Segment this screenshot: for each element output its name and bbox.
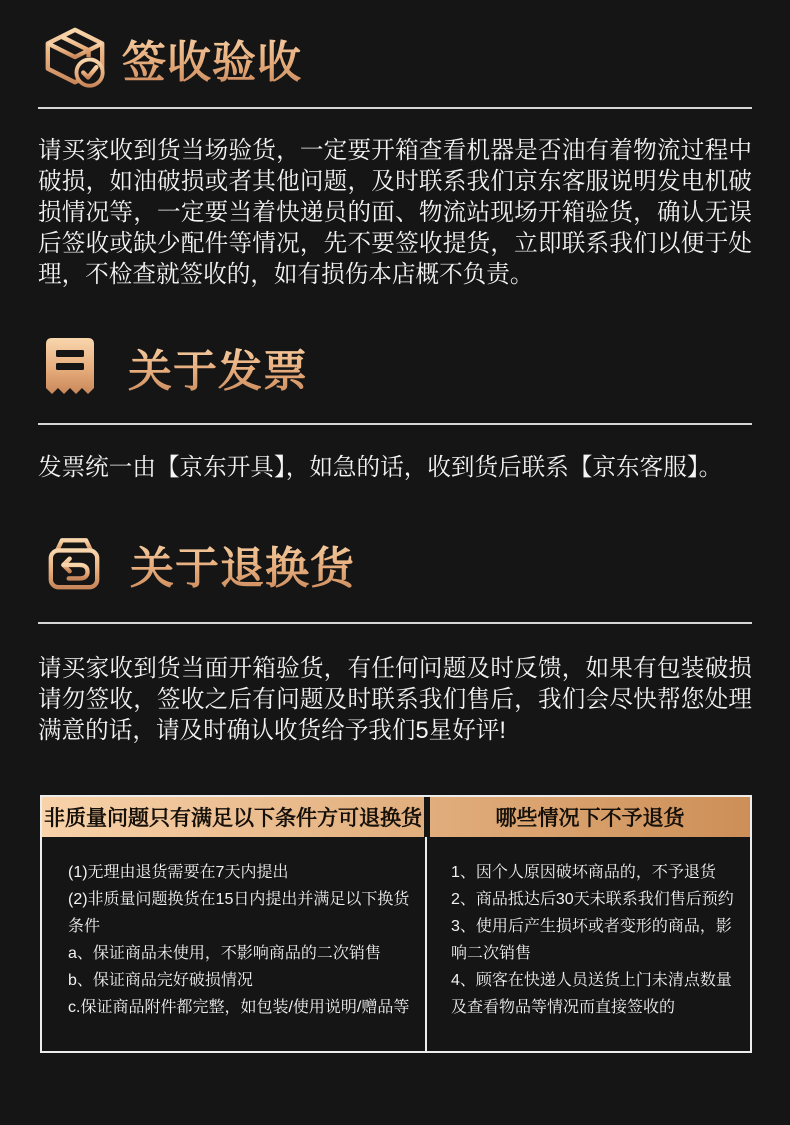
- section-title: 关于退换货: [130, 532, 355, 596]
- inspection-text: 请买家收到货当场验货，一定要开箱查看机器是否油有着物流过程中破损，如油破损或者其他问题，及时联系我们京东客服说明发电机破损情况等，一定要当着快递员的面、物流站现场开箱验货，确认无误后签收或缺少配件等情况，先不要签收提货，立即联系我们以便于处理，不检查就签收的，如有损伤本店概不负责。: [38, 138, 752, 288]
- policy-table-header-exclusions: 哪些情况下不予退货: [427, 797, 750, 837]
- policy-item: c.保证商品附件都完整，如包装/使用说明/赠品等: [68, 999, 410, 1016]
- policy-item: 1、因个人原因破坏商品的，不予退货: [451, 864, 716, 881]
- receipt-icon: [38, 336, 128, 398]
- policy-table-header-conditions: 非质量问题只有满足以下条件方可退换货: [42, 797, 427, 837]
- section-header-returns: [38, 532, 752, 596]
- policy-table-header-row: [42, 797, 750, 837]
- section-header-invoice: [38, 335, 752, 399]
- section-title: 关于发票: [128, 335, 308, 399]
- section-header-inspection: [38, 24, 752, 92]
- invoice-text: 发票统一由【京东开具】，如急的话，收到货后联系【京东客服】。: [38, 455, 723, 481]
- policy-table-body-row: [42, 837, 750, 1051]
- policy-exclusions-list: [427, 837, 750, 1051]
- policy-item: 4、顾客在快递人员送货上门未清点数量及查看物品等情况而直接签收的: [451, 972, 732, 1016]
- policy-conditions-list: [42, 837, 427, 1051]
- return-box-icon: [38, 535, 130, 593]
- divider: [38, 622, 752, 624]
- package-check-icon: [38, 24, 122, 92]
- service-notice-page: [0, 24, 790, 1053]
- policy-item: 3、使用后产生损坏或者变形的商品，影响二次销售: [451, 918, 732, 962]
- policy-item: a、保证商品未使用，不影响商品的二次销售: [68, 945, 381, 962]
- policy-item: b、保证商品完好破损情况: [68, 972, 253, 989]
- policy-item: (2)非质量问题换货在15日内提出并满足以下换货条件: [68, 891, 410, 935]
- section-title: 签收验收: [122, 26, 302, 90]
- returns-text: 请买家收到货当面开箱验货，有任何问题及时反馈，如果有包装破损请勿签收，签收之后有问题及时联系我们售后，我们会尽快帮您处理满意的话，请及时确认收货给予我们5星好评!: [38, 656, 752, 744]
- policy-item: 2、商品抵达后30天未联系我们售后预约: [451, 891, 734, 908]
- divider: [38, 423, 752, 425]
- divider: [38, 107, 752, 109]
- policy-item: (1)无理由退货需要在7天内提出: [68, 864, 289, 881]
- return-policy-table: [40, 795, 752, 1053]
